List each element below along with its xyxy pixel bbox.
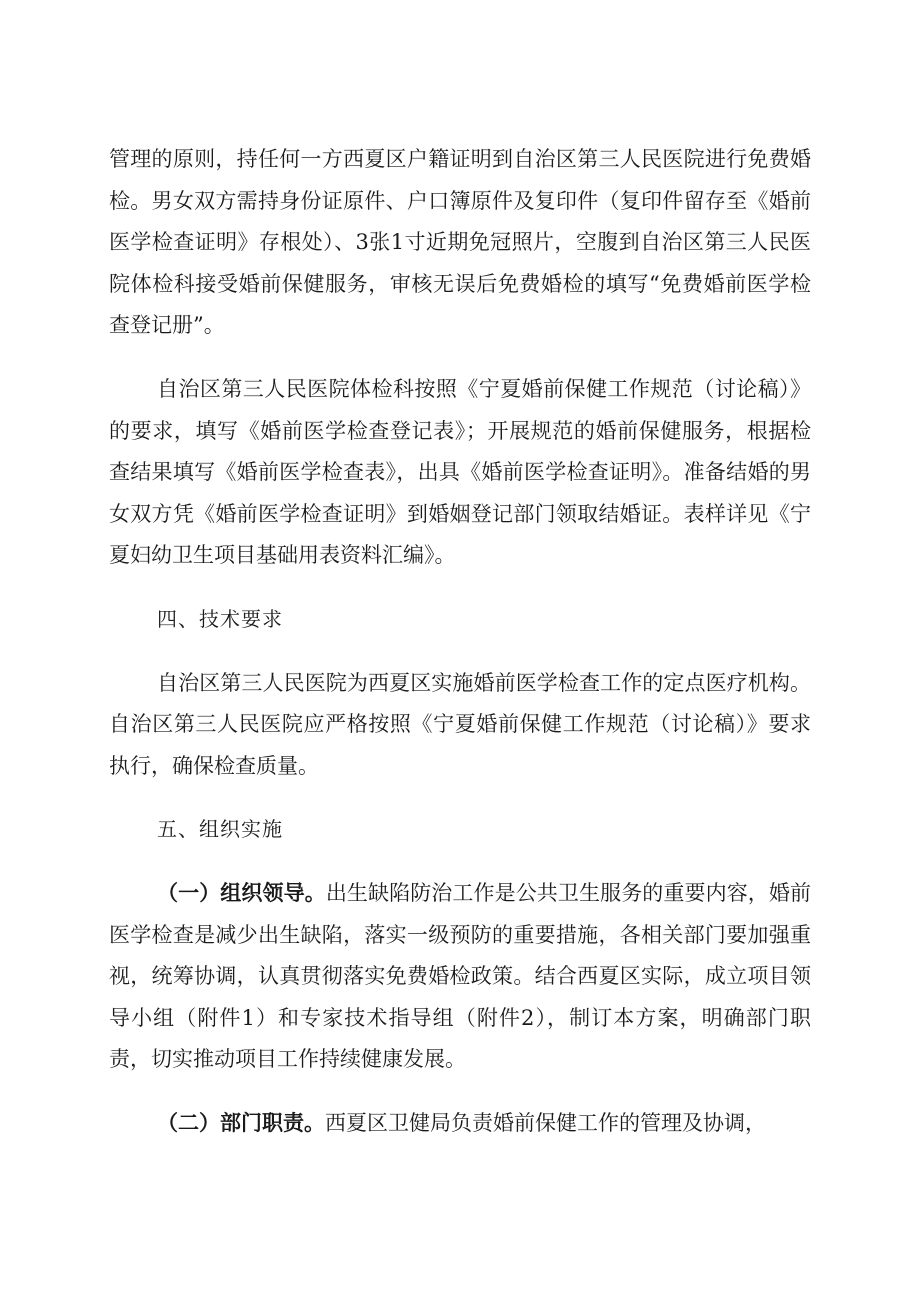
paragraph-free-exam-procedure: 管理的原则，持任何一方西夏区户籍证明到自治区第三人民医院进行免费婚检。男女双方需持身份证原件、户口簿原件及复印件（复印件留存至《婚前医学检查证明》存根处）、3张1寸近期免冠照片，空腹到自治区第三人民医院体检科接受婚前保健服务，审核无误后免费婚检的填写“免费婚前医学检查登记册”。 (109, 147, 811, 338)
paragraph-department-duties-text: 西夏区卫健局负责婚前保健工作的管理及协调， (325, 1110, 766, 1135)
paragraph-exam-standards: 自治区第三人民医院体检科按照《宁夏婚前保健工作规范（讨论稿）》的要求，填写《婚前医学检查登记表》；开展规范的婚前保健服务，根据检查结果填写《婚前医学检查表》，出具《婚前医学检查证明》。准备结婚的男女双方凭《婚前医学检查证明》到婚姻登记部门领取结婚证。表样详见《宁夏妇幼卫生项目基础用表资料汇编》。 (109, 376, 811, 568)
document-body (109, 139, 811, 1166)
paragraph-leadership-text: 出生缺陷防治工作是公共卫生服务的重要内容，婚前医学检查是减少出生缺陷，落实一级预防的重要措施，各相关部门要加强重视，统筹协调，认真贯彻落实免费婚检政策。结合西夏区实际，成立项目领导小组（附件1）和专家技术指导组（附件2），制订本方案，明确部门职责，切实推动项目工作持续健康发展。 (109, 880, 812, 1072)
paragraph-leadership (109, 873, 811, 1081)
paragraph-department-duties-lead: （二）部门职责。 (157, 1110, 325, 1135)
paragraph-designated-institution: 自治区第三人民医院为西夏区实施婚前医学检查工作的定点医疗机构。自治区第三人民医院应严格按照《宁夏婚前保健工作规范（讨论稿）》要求执行，确保检查质量。 (109, 670, 811, 778)
section-heading-technical-requirements: 四、技术要求 (157, 606, 283, 631)
paragraph-leadership-lead: （一）组织领导。 (157, 880, 326, 905)
paragraph-department-duties (109, 1103, 811, 1145)
section-heading-organization: 五、组织实施 (157, 817, 283, 842)
